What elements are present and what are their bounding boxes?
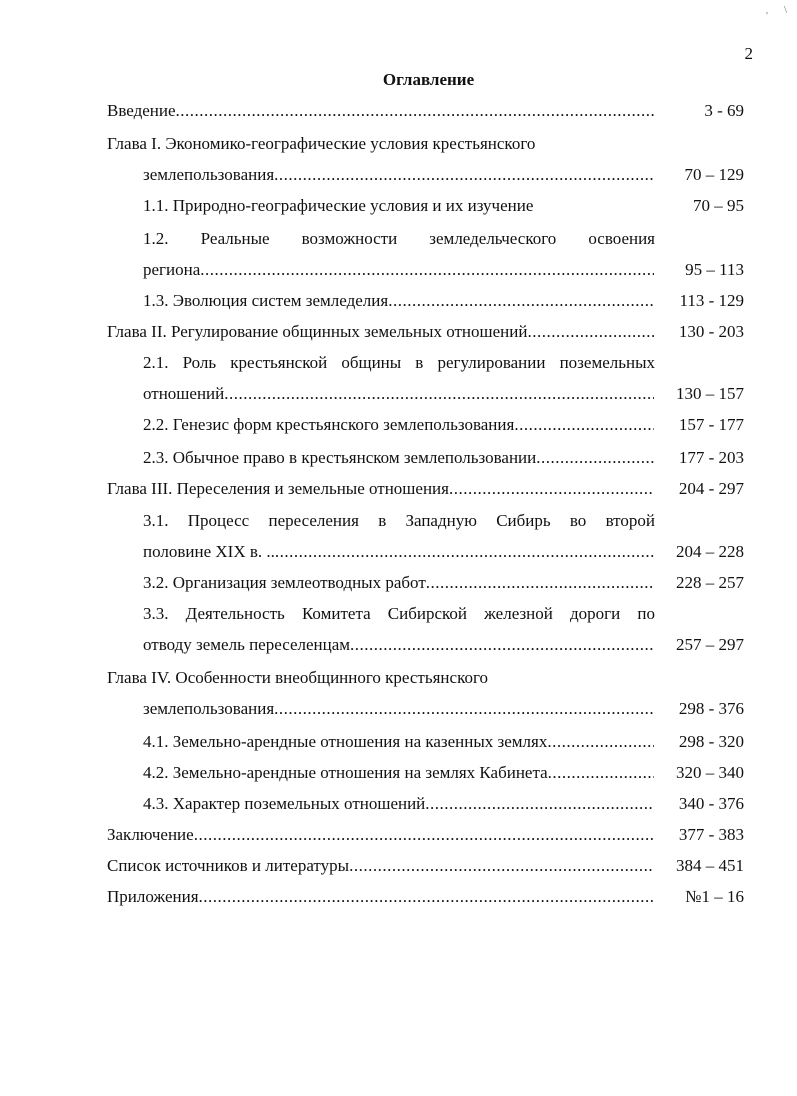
toc-entry-4-3[interactable] [143, 792, 744, 816]
toc-entry-page: 130 - 203 [678, 322, 744, 341]
page-number: 2 [744, 44, 753, 63]
toc-entry-page: 340 - 376 [678, 794, 744, 813]
toc-entry-page: №1 – 16 [685, 887, 744, 906]
toc-entry-chapter-4-line1: Глава IV. Особенности внеобщинного крестьянского [107, 668, 489, 687]
toc-entry-text: Глава III. Переселения и земельные отношения [107, 479, 449, 498]
toc-entry-text: Заключение [107, 825, 194, 844]
leader-dots [449, 477, 654, 501]
toc-entry-2-3[interactable] [143, 446, 744, 470]
toc-entry-page: 204 - 297 [678, 479, 744, 498]
toc-entry-page: 320 – 340 [676, 763, 744, 782]
toc-entry-page: 130 – 157 [676, 384, 744, 403]
toc-entry-page: 377 - 383 [678, 825, 744, 844]
toc-entry-text: 4.2. Земельно-арендные отношения на землях Кабинета [143, 763, 548, 782]
leader-dots [275, 540, 654, 564]
toc-entry-4-2[interactable] [143, 761, 744, 785]
toc-entry-2-1-line1: 2.1. Роль крестьянской общины в регулировании поземельных [143, 353, 655, 372]
toc-entry-page: 298 - 376 [678, 699, 744, 718]
leader-dots [274, 163, 654, 187]
toc-entry-page: 204 – 228 [676, 542, 744, 561]
leader-dots [199, 885, 654, 909]
leader-dots [547, 730, 654, 754]
toc-entry-3-3-line1: 3.3. Деятельность Комитета Сибирской железной дороги по [143, 604, 655, 623]
toc-entry-1-2-line1: 1.2. Реальные возможности земледельческого освоения [143, 229, 655, 248]
toc-entry-4-1[interactable] [143, 730, 744, 754]
leader-dots [176, 99, 654, 123]
toc-entry-sources[interactable] [107, 854, 744, 878]
leader-dots [349, 854, 654, 878]
toc-entry-1-3[interactable] [143, 289, 744, 313]
toc-entry-page: 70 – 129 [684, 165, 744, 184]
toc-entry-text: отводу земель переселенцам [143, 635, 351, 654]
toc-entry-2-1[interactable] [143, 382, 744, 406]
toc-entry-text: 1.1. Природно-географические условия и их изучение [143, 196, 534, 215]
toc-entry-1-1[interactable] [143, 194, 744, 218]
toc-entry-text: отношений [143, 384, 225, 403]
toc-entry-text: Приложения [107, 887, 199, 906]
toc-entry-1-2[interactable] [143, 258, 744, 282]
toc-entry-text: региона [143, 260, 201, 279]
toc-entry-page: 157 - 177 [678, 415, 744, 434]
toc-entry-text: Список источников и литературы [107, 856, 350, 875]
toc-entry-3-2[interactable] [143, 571, 744, 595]
toc-entry-page: 177 - 203 [678, 448, 744, 467]
toc-entry-text: Введение [107, 101, 176, 120]
toc-entry-chapter-4[interactable] [143, 697, 744, 721]
leader-dots [426, 571, 654, 595]
leader-dots [200, 258, 654, 282]
leader-dots [350, 633, 654, 657]
toc-entry-page: 70 – 95 [693, 196, 744, 215]
toc-entry-3-1[interactable] [143, 540, 744, 564]
toc-entry-3-1-line1: 3.1. Процесс переселения в Западную Сибирь во второй [143, 511, 655, 530]
toc-entry-introduction[interactable] [107, 99, 744, 123]
leader-dots [536, 446, 654, 470]
toc-entry-page: 113 - 129 [679, 291, 744, 310]
toc-entry-page: 228 – 257 [676, 573, 744, 592]
toc-entry-text: 4.3. Характер поземельных отношений [143, 794, 426, 813]
toc-entry-chapter-1[interactable] [143, 163, 744, 187]
toc-entry-conclusion[interactable] [107, 823, 744, 847]
toc-entry-page: 95 – 113 [685, 260, 744, 279]
leader-dots [514, 413, 654, 437]
toc-entry-text: 2.3. Обычное право в крестьянском землепользовании [143, 448, 537, 467]
toc-entry-chapter-2[interactable] [107, 320, 744, 344]
leader-dots [527, 320, 654, 344]
toc-entry-text: землепользования [143, 699, 275, 718]
leader-dots [425, 792, 654, 816]
toc-title: Оглавление [382, 70, 475, 89]
leader-dots [194, 823, 654, 847]
toc-entry-3-3[interactable] [143, 633, 744, 657]
scan-speck: ' [766, 10, 768, 22]
toc-entry-text: 1.3. Эволюция систем земледелия [143, 291, 389, 310]
scan-speck: \ [784, 4, 788, 16]
toc-entry-page: 257 – 297 [676, 635, 744, 654]
toc-entry-text: 2.2. Генезис форм крестьянского землепользования [143, 415, 515, 434]
leader-dots [548, 761, 654, 785]
toc-entry-text: половине XIX в. .. [143, 542, 275, 561]
toc-entry-chapter-3[interactable] [107, 477, 744, 501]
toc-entry-chapter-1-line1: Глава I. Экономико-географические условия крестьянского [107, 134, 536, 153]
toc-entry-text: 4.1. Земельно-арендные отношения на казенных землях [143, 732, 548, 751]
leader-dots [388, 289, 654, 313]
toc-entry-page: 298 - 320 [678, 732, 744, 751]
leader-dots [224, 382, 654, 406]
leader-dots [274, 697, 654, 721]
toc-entry-page: 3 - 69 [704, 101, 744, 120]
toc-entry-appendices[interactable] [107, 885, 744, 909]
toc-entry-text: землепользования [143, 165, 275, 184]
toc-entry-page: 384 – 451 [676, 856, 744, 875]
toc-entry-text: Глава II. Регулирование общинных земельных отношений [107, 322, 528, 341]
toc-entry-text: 3.2. Организация землеотводных работ [143, 573, 426, 592]
toc-entry-2-2[interactable] [143, 413, 744, 437]
